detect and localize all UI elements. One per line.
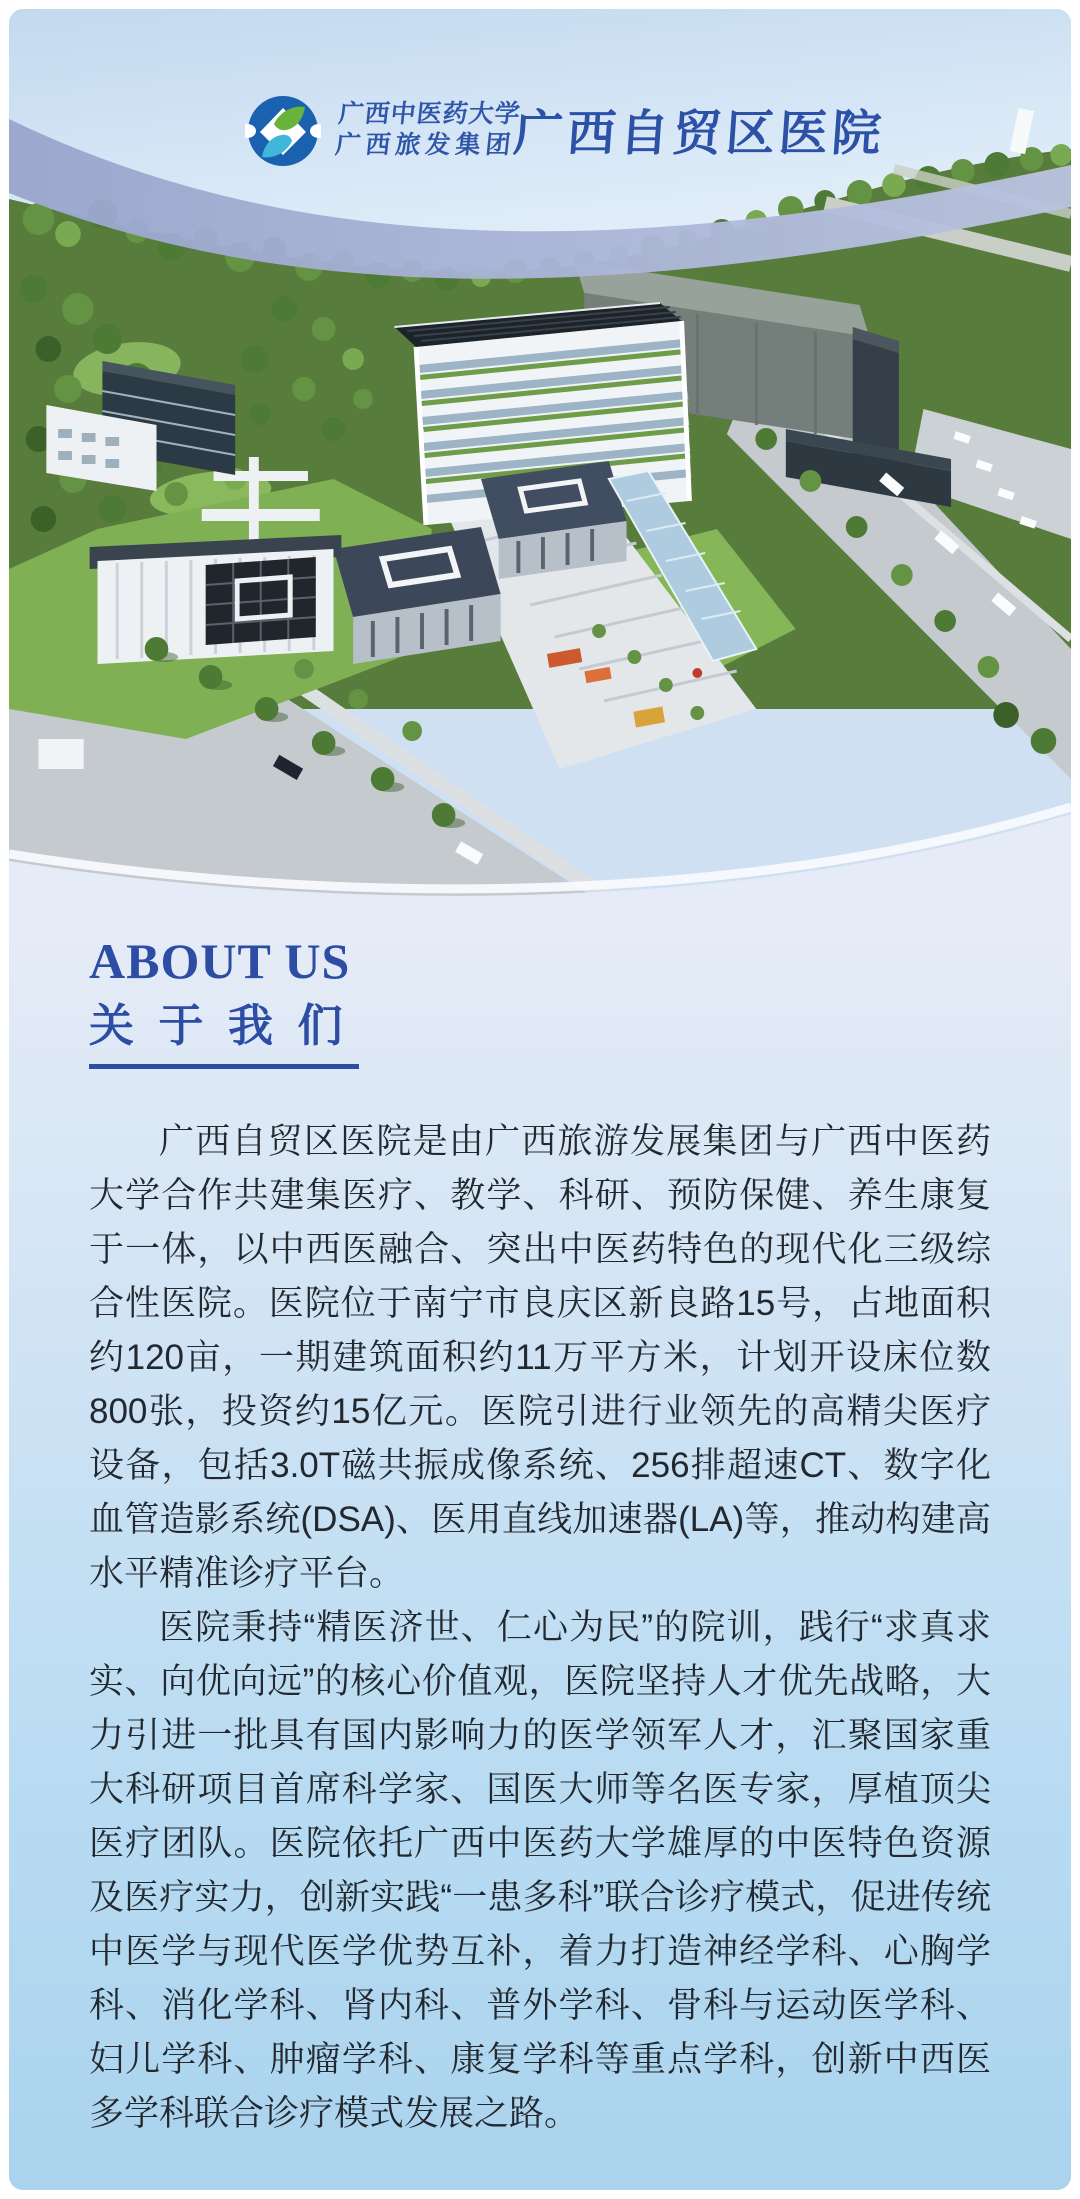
- page-header: [9, 9, 1071, 219]
- about-body: [89, 1115, 991, 2141]
- curve-fill: [9, 814, 1071, 914]
- org-name-line2: 广西旅发集团: [333, 131, 517, 159]
- about-paragraph-2: 医院秉持“精医济世、仁心为民”的院训，践行“求真求实、向优向远”的核心价值观，医院坚持人才优先战略，大力引进一批具有国内影响力的医学领军人才，汇聚国家重大科研项目首席科学家、国医大师等名医专家，厚植顶尖医疗团队。医院依托广西中医药大学雄厚的中医特色资源及医疗实力，创新实践“一患多科”联合诊疗模式，促进传统中医学与现代医学优势互补，着力打造神经学科、心胸学科、消化学科、肾内科、普外学科、骨科与运动医学科、妇儿学科、肿瘤学科、康复学科等重点学科，创新中西医多学科联合诊疗模式发展之路。: [89, 1608, 991, 2133]
- about-section: [9, 914, 1071, 2190]
- about-heading-zh: 关 于 我 们: [89, 998, 359, 1069]
- about-paragraph-1: 广西自贸区医院是由广西旅游发展集团与广西中医药大学合作共建集医疗、教学、科研、预防保健、养生康复于一体，以中西医融合、突出中医药特色的现代化三级综合性医院。医院位于南宁市良庆区新良路15号，占地面积约120亩，一期建筑面积约11万平方米，计划开设床位数800张，投资约15亿元。医院引进行业领先的高精尖医疗设备，包括3.0T磁共振成像系统、256排超速CT、数字化血管造影系统(DSA)、医用直线加速器(LA)等，推动构建高水平精准诊疗平台。: [89, 1122, 991, 1593]
- about-heading-en: ABOUT US: [89, 933, 351, 989]
- org-names: [334, 99, 523, 161]
- org-name-line1: 广西中医药大学: [337, 100, 523, 128]
- article-canvas: [9, 9, 1071, 2190]
- hospital-title: 广西自贸区医院: [511, 107, 887, 161]
- hospital-logo-icon: [245, 93, 321, 169]
- curve-transition: [9, 799, 1071, 914]
